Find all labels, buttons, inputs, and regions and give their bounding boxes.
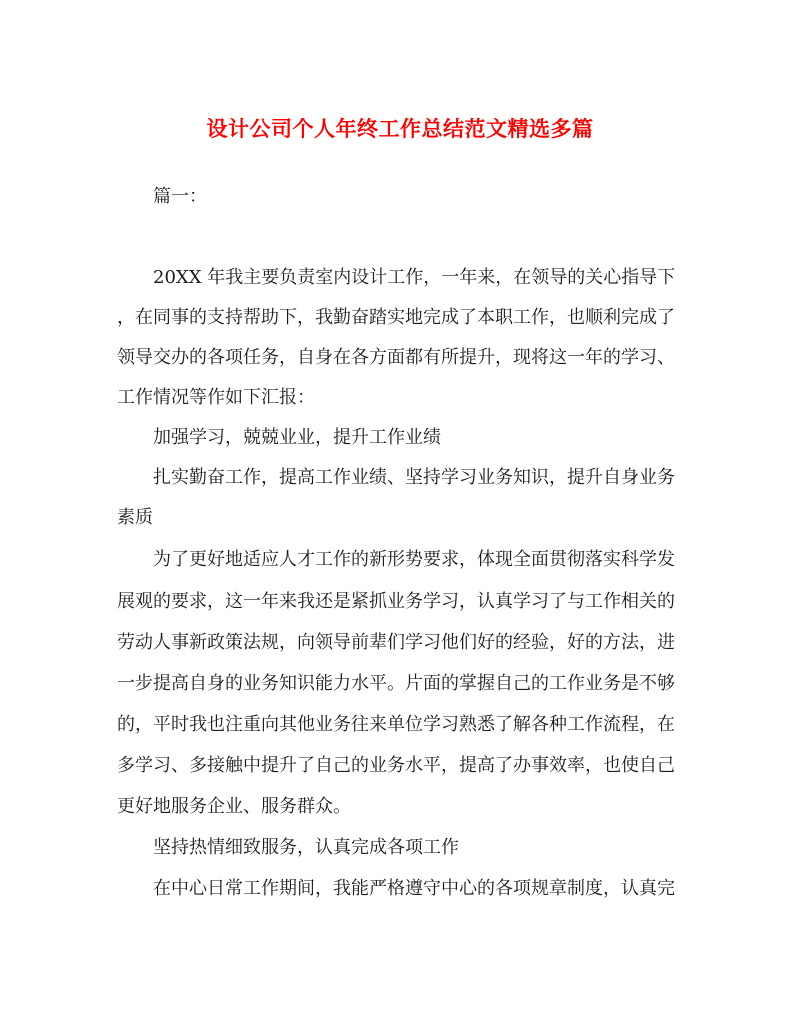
paragraph-line: 展观的要求，这一年来我还是紧抓业务学习，认真学习了与工作相关的 [117, 591, 675, 612]
paragraph-line: 的，平时我也注重向其他业务往来单位学习熟悉了解各种工作流程，在 [117, 714, 675, 735]
document-title: 设计公司个人年终工作总结范文精选多篇 [206, 116, 594, 141]
paragraph-line: 多学习、多接触中提升了自己的业务水平，提高了办事效率，也使自己 [117, 755, 675, 776]
section-heading: 篇一： [153, 186, 207, 207]
paragraph-line: 领导交办的各项任务，自身在各方面都有所提升，现将这一年的学习、 [117, 347, 675, 368]
paragraph-line: 素质 [117, 507, 153, 528]
paragraph-line: 扎实勤奋工作，提高工作业绩、坚持学习业务知识，提升自身业务 [153, 467, 675, 488]
paragraph-line: ，在同事的支持帮助下，我勤奋踏实地完成了本职工作，也顺利完成了 [117, 307, 675, 328]
paragraph-line: 20XX 年我主要负责室内设计工作，一年来，在领导的关心指导下 [153, 267, 676, 288]
paragraph-line: 更好地服务企业、服务群众。 [117, 796, 351, 817]
paragraph-line: 在中心日常工作期间，我能严格遵守中心的各项规章制度，认真完 [153, 878, 675, 899]
paragraph-line: 一步提高自身的业务知识能力水平。片面的掌握自己的工作业务是不够 [117, 673, 675, 694]
subheading-line: 加强学习，兢兢业业，提升工作业绩 [153, 427, 441, 448]
subheading-line: 坚持热情细致服务，认真完成各项工作 [153, 837, 459, 858]
paragraph-line: 劳动人事新政策法规，向领导前辈们学习他们好的经验，好的方法，进 [117, 632, 675, 653]
paragraph-line: 为了更好地适应人才工作的新形势要求，体现全面贯彻落实科学发 [153, 549, 675, 570]
paragraph-line: 工作情况等作如下汇报： [117, 387, 315, 408]
